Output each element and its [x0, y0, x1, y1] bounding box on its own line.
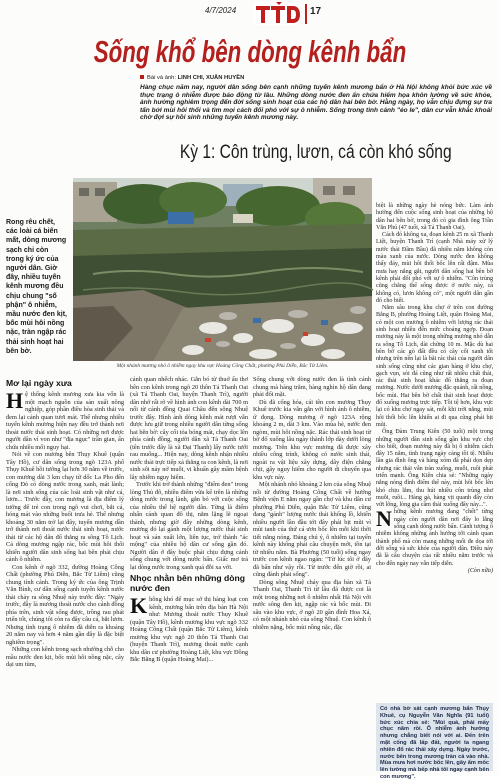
pull-quote: Rong rêu chết, các loài cá biến mất, dòng mương sạch chỉ còn trong ký ức của người dân. Giờ đây, nhiều tuyến kênh mương đều chịu chung "số phận" ô nhiễm, mầu nước đen kịt, bốc mùi hôi nồng nặc, tràn ngập rác thải sinh hoạt hai bên bờ.	[6, 219, 68, 355]
article-subtitle: Kỳ 1: Côn trùng, lươn, cá còn khó sống	[180, 142, 452, 163]
article-title: Sống khổ bên dòng kênh bẩn	[93, 34, 407, 69]
photo-caption: Một nhánh mương nhỏ ô nhiễm ngay khu vực Hoàng Công Chất, phường Phú Diễn, Bắc Từ Liêm.	[116, 363, 329, 369]
paragraph: Trước khi trở thành những "điểm đen" trong lòng Thủ đô, nhiều điểm vừa kể trên là những dòng nước trong lành, gắn bó với cuộc sống của nhiều thế hệ người dân. Từng là điểm nhấn cảnh quan đô thị, nằm lặng lẽ ngoại thành, nhưng giờ đây những dòng kênh, mương đó lại gánh một lượng nước thải sinh hoạt và sản xuất lớn, liên tục, trở thành "ác mộng" của nhiều hộ dân cư sống gần đó. Người dân ở đây buộc phải chịu đựng cảnh sống chung với dòng nước bẩn. Giấc mơ trả lại dòng nước trong xanh quá đỗi xa vời.	[130, 481, 248, 571]
paragraph: Không khó để mục sở thị hàng loạt con kênh, mương bẩn trên địa bàn Hà Nội như: Mương thoát nước Thụy Khuê (quận Tây Hồ), kênh mương khu vực ngõ 332 Hoàng Công Chất (quận Bắc Từ Liêm), kênh mương khu vực ngõ 20 thôn Tả Thanh Oai (huyện Thanh Trì), mương thoát nước cạnh khu dân cư phường Hoàng Liệt, khu vực Đồng Bắc Bằng B (quận Hoàng Mai)...	[130, 593, 248, 663]
paragraph: Những con kênh trong sạch nhường chỗ cho mầu nước đen kịt, bốc mùi hôi nồng nặc, cây dại um tùm,	[6, 646, 124, 668]
page-number: 17	[310, 6, 322, 17]
article-photo-polluted-canal	[73, 178, 372, 361]
paragraph: Ông Đàm Trung Kiên (50 tuổi) một trong những người dân sinh sống gần khu vực chợ cho biết, đoạn mương này đã bị ô nhiễm cách đây 15 năm, tình trạng ngày càng tồi tệ. Nhiều lần gia đình ông và hàng xóm đã phải dọn dẹp nhưng rác thải vẫn tràn xuống, muỗi, ruồi phát triển mạnh. Ông Kiên chia sẻ: "Những ngày nắng nóng đỉnh điểm thế này, mùi hôi bốc lên khó chịu lắm, thu hút nhiều côn trùng như muỗi, ruồi... Hàng gà, hàng vịt quanh đây còn vứt lông, lòng gia cầm thải xuống đây này...".	[376, 429, 493, 509]
paragraph: Nằm sâu trong khu chợ ở trên con đường Bằng B, phường Hoàng Liệt, quận Hoàng Mai, có một con mương ô nhiễm với lượng rác thải sinh hoạt nhiều đến mức choáng ngợp. Đoạn mương này là một trong những mương nhỏ dẫn ra sông Tô Lịch, dài chừng 10 m. Mặc dù hai bên bờ các gò đất đều có cây cối xanh tốt nhưng trên nền lại là bãi rác thải của người dân sinh sống cũng như các gian hàng ở khu chợ, gạch vụn, sỏi đá cũng như rất nhiều chất thải, rác thải sinh hoạt khác đổ thẳng ra đoạn mương. Nước dưới mương đặc quánh, rất nồng, bốc mùi. Hai bên bờ chất thải sinh hoạt được đổ xuống mương trực tiếp. Tồi tệ hơn, khu vực lại có khu chợ ngay sát, mỗi khi trời nắng, mùi hôi thối bốc lên khiến ai đi qua cũng phải bịt mũi.	[376, 305, 493, 428]
subtitle-container	[140, 141, 492, 165]
byline-square-icon	[140, 75, 144, 79]
body-column-3	[253, 376, 371, 776]
continued-note: (Còn nữa)	[467, 567, 493, 574]
paragraph: Hệ thống kênh mương xưa kia vốn là một mạch nguồn của sản xuất nông nghiệp, góp phần điều hòa sinh thái và đem lại cảnh quan tươi mát. Thế nhưng nhiều tuyến kênh mương hiện nay đều trở thành nơi thoát nước thải sinh hoạt. Có những nơi được người dân ví von như "địa ngục" trần gian, ẩn chứa nhiều mối nguy hại.	[6, 388, 124, 451]
paragraph: Dòng sông Nhuệ chảy qua địa bàn xã Tả Thanh Oai, Thanh Trì từ lâu đã được coi là một trong những nơi ô nhiễm nhất Hà Nội với nước sông đen kịt, ngập rác và bốc mùi. Đi sâu vào khu vực, ở ngõ 20 gần đình Hoa Xá, có một nhánh nhỏ của sông Nhuệ. Con kênh ô nhiễm nặng, bốc mùi nồng nặc, đặc	[253, 578, 371, 631]
quote-box	[376, 703, 493, 780]
paragraph: Một nhánh nhỏ khoảng 2 km của sông Nhuệ nối từ đường Hoàng Công Chất về hướng Bệnh viện E nằm ngay gần chợ và khu dân cư phường Phú Diễn, quận Bắc Từ Liêm, cũng đang "gánh" lượng nước thải khổng lồ, khiến nhiều người lần đầu tới đây phải bịt mũi vì mùi tanh của thứ cá ươn bốc lên mỗi khi thời tiết nắng nóng. Đáng chú ý, ô nhiễm tại tuyến kênh này không phải câu chuyện mới, tồn tại từ nhiều năm. Bà Phương (50 tuổi) sống ngay trước con kênh ngao ngán: "Từ lúc tôi ở đây đã bẩn như vậy rồi. Từ trước đến giờ rồi, ai cũng đành phải sống".	[253, 481, 371, 578]
paragraph: Nói về con mương bên Thụy Khuê (quận Tây Hồ), cư dân sống trong ngõ 123A phố Thụy Khuê hồi tưởng lại hơn 30 năm về trước, con mương dài 3 km chạy từ dốc La Pho đến cống Đỏ có dòng nước trong xanh, mát lành; là nơi sinh sống của các loài sinh vật như cá, lươn... Trước đây, con mương là địa điểm lý tưởng để trẻ con trong ngõ vui chơi, bắt cá, hóng mát vào những buổi trưa hè. Thế nhưng khoảng 30 năm trở lại đây, tuyến mương dần trở thành nơi thoát nước thải sinh hoạt, nước thải từ các hộ dân đổ thẳng ra sông Tô Lịch. Cả dòng mương ngập rác, bốc mùi hôi thối khiến người dân sinh sống hai bên phải chịu cảnh ô nhiễm.	[6, 451, 124, 563]
byline	[140, 75, 244, 81]
byline-label: Bài và ảnh:	[147, 75, 177, 81]
headline-container	[0, 34, 500, 70]
paragraph: Dù đã cống hóa, cái tên con mương Thụy Khuê trước kia vẫn gắn với hình ảnh ô nhiễm, ứ đọng. Dòng mương ở ngõ 123A rộng khoảng 2 m, dài 3 km. Vào mùa hè, nước đen ngòm, mùi hôi nồng nặc. Rác thải sinh hoạt từ bờ đổ xuống lâu ngày thành lớp dày dưới lòng mương. Trên khu vực mương đã được xây nhiều công trình, không có nước sinh thái, ngoài ra vật liệu xây dựng, dây điện chằng chịt, gây nguy hiểm cho người di chuyển qua khu vực này.	[253, 398, 371, 481]
body-column-4	[376, 203, 493, 701]
paragraph: Cách đó không xa, đoạn kênh 25 m xã Thanh Liệt, huyện Thanh Trì (cạnh Nhà máy xử lý nước thải Đầm Bầu) đã nhiều năm không còn màu xanh của nước. Dòng nước đen không thấy đáy, mùi hôi thối bốc lên rất đậm. Mùa mưa hay nắng gắt, người dân sống hai bên bờ kênh phải đối phó với sự ô nhiễm. "Côn trùng cũng chẳng thể sống được ở nước này, cá không có, lươn không có", một người dân gần đó cho biết.	[376, 232, 493, 304]
section-heading: Nhọc nhằn bên những dòng nước đen	[130, 573, 246, 593]
quote-box-text: Có nhà bờ sát cạnh mương bẩn Thụy Khuê, cụ Nguyễn Văn Nghĩa (91 tuổi) bức xúc chia sẻ: "Mùi quá, phải mấy chục năm rồi. Ô nhiễm ảnh hưởng nhưng chẳng biết nói với ai. Đến trên mặt cống đã lấp đất, người ta ngang nhiên đổ rác thải xây dựng. Ngày trước, nước bên trong mương tràn cả vào nhà. Mùa mưa hơi nước bốc lên, gây ẩm mốc lên tường mà bếp nhà tôi ngay cạnh bên con mương".	[380, 706, 489, 780]
paragraph: Những kênh mương đang "chết" từng ngày còn người dân nơi đây lo lắng sống cạnh dòng nước bẩn. Cảnh tượng ô nhiễm không những ảnh hưởng tới cảnh quan thành phố mà còn mang những mối đe dọa tới đời sống và sức khỏe của người dân. Điều này đã là câu chuyện của rất nhiều năm trước và cho đến ngày nay vẫn tiếp diễn.	[376, 506, 493, 567]
paragraph: Con kênh ở ngõ 332, đường Hoàng Công Chất (phường Phú Diễn, Bắc Từ Liêm) cũng chung tình cảnh. Trong ký ức của ông Trịnh Văn Bình, cư dân sống cạnh tuyến kênh nước thải chảy ra sông Nhuệ này trước đây: "Ngày trước, đây là mương thoát nước cho cánh đồng phía trên, sinh vật sống được, trồng rau phát triển tốt, chúng tôi còn ra đây câu cá, bắt lươn. Nhưng tình trạng ô nhiễm đã diễn ra khoảng 20 năm nay và hơn 4 năm gần đây là đặc biệt nghiêm trọng".	[6, 563, 124, 646]
paragraph: biệt là những ngày hè nóng bức. Làm ảnh hưởng đến cuộc sống sinh hoạt của những hộ dân hai bên bờ, trong đó có gia đình ông Trần Văn Phú (47 tuổi, xã Tả Thanh Oai).	[376, 203, 493, 231]
body-column-2	[130, 376, 248, 776]
section-heading: Mơ lại ngày xưa	[6, 378, 72, 388]
article-lede: Hàng chục năm nay, người dân sống bên cạnh những tuyến kênh mương bẩn ở Hà Nội không khỏi bức xúc về thực trạng ô nhiễm được báo động từ lâu. Những dòng nước đen ẩn chứa hiểm họa khôn lường về sức khỏe, ảnh hưởng nghiêm trọng đến đời sống sinh hoạt của các hộ dân hai bên bờ. Hằng ngày, họ vẫn chịu đựng sự tra tấn bởi mùi hôi thối và tìm mọi cách đối phó với sự ô nhiễm. Sống trong tình cảnh "éo le", dân cư vẫn khắc khoải chờ đợi sự hồi sinh những tuyến kênh mương này.	[140, 84, 492, 122]
issue-date: 4/7/2024	[205, 6, 237, 15]
body-column-1	[6, 376, 124, 776]
paragraph: cảnh quan nhếch nhác. Gắn bó từ thuở ấu thơ bên con kênh trong ngõ 20 thôn Tả Thanh Oai (xã Tả Thanh Oai, huyện Thanh Trì), người dân nhớ rất rõ về hình ảnh con kênh dài 700 m nối từ cánh đồng Quai Châu đến sông Nhuệ trước đây. Hình ảnh dòng kênh mát rượi vẫn được lưu giữ trong nhiều người dân từng sống hai bên bờ: cây cối tỏa bóng mát, chạy dọc lên phía cánh đồng, người dân xã Tả Thanh Oai (tên trước đây là xã Đại Thanh) lấy nước tưới rau muống... Hiện nay, dòng kênh nhận nhiều nước thải trực tiếp xả thẳng ra con kênh, là nơi sinh sôi nảy nở muỗi, vi khuẩn gây mầm bệnh lây nhiễm nguy hiểm.	[130, 376, 248, 481]
masthead-logo	[252, 0, 302, 27]
byline-authors: LINH CHI, XUÂN HUYỀN	[177, 75, 245, 81]
header-divider	[305, 4, 307, 24]
paragraph: Sống chung với dòng nước đen là tình cảnh chung mà hàng trăm, hàng nghìn hộ dân đang phải đối mặt.	[253, 376, 371, 398]
